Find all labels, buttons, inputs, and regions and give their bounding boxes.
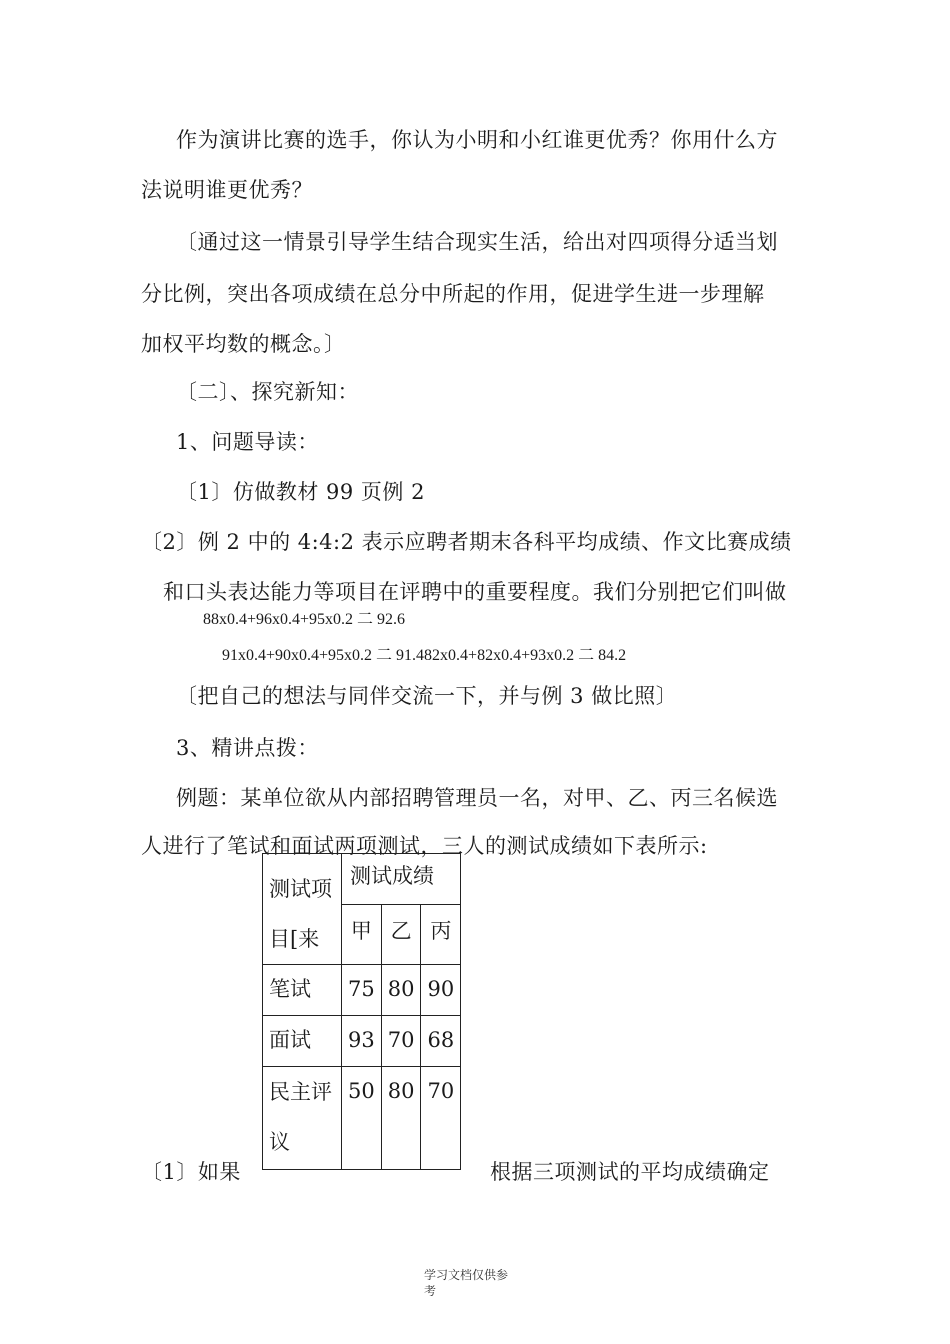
table-cell-header-scores [342,854,461,905]
table-cell-text: 民主评 [269,1080,332,1104]
table-cell-text: 70 [427,1079,455,1103]
scores-table [262,853,461,1170]
table-cell-text: 甲 [350,919,372,943]
table-row [263,854,461,905]
paragraph-line: 加权平均数的概念。〕 [141,332,346,356]
table-cell-candidate [421,905,461,965]
table-cell-text: 70 [387,1028,415,1052]
subsection-heading: 1、问题导读： [176,430,319,454]
table-row [263,1016,461,1067]
table-cell-text: 90 [427,977,455,1001]
table-cell-text: 丙 [430,919,452,943]
table-cell-text: 测试项 [269,877,332,901]
table-cell-item [263,1016,342,1067]
table-cell-value [381,965,421,1016]
paragraph-line: 〔通过这一情景引导学生结合现实生活，给出对四项得分适当划 [176,230,778,254]
table-cell-text: 80 [387,1079,415,1103]
table-cell-value [342,1067,382,1170]
paragraph-line: 作为演讲比赛的选手，你认为小明和小红谁更优秀？你用什么方 [176,128,778,152]
section-heading: 〔二〕、探究新知： [176,380,359,404]
table-cell-value [342,1016,382,1067]
table-cell-text: 80 [387,977,415,1001]
footer-text: 学习文档仅供参 [424,1268,509,1282]
table-row [263,965,461,1016]
paragraph-line: 〔把自己的想法与同伴交流一下，并与例 3 做比照〕 [176,684,678,708]
table-cell-text: 目[来 [269,927,320,951]
table-cell-value [421,1016,461,1067]
table-cell-item [263,1067,342,1170]
table-cell-text: 75 [348,977,375,1001]
table-cell-text: 笔试 [269,977,311,1001]
table-cell-text: 93 [348,1028,375,1052]
paragraph-line: 〔1〕仿做教材 99 页例 2 [176,480,425,504]
table-cell-text: 50 [348,1079,375,1103]
subsection-heading: 3、精讲点拨： [176,736,319,760]
paragraph-line: 〔2〕例 2 中的 4:4:2 表示应聘者期末各科平均成绩、作文比赛成绩 [141,530,792,554]
table-cell-header-item [263,854,342,965]
paragraph-line: 人进行了笔试和面试两项测试，三人的测试成绩如下表所示: [141,834,708,858]
table-cell-text: 68 [427,1028,455,1052]
table-cell-value [421,965,461,1016]
table-cell-value [381,1067,421,1170]
paragraph-line: 根据三项测试的平均成绩确定 [490,1160,770,1184]
page-footer [424,1267,508,1299]
table-cell-value [421,1067,461,1170]
formula-line: 88x0.4+96x0.4+95x0.2 二 92.6 [203,611,406,628]
paragraph-line: 〔1〕如果 [141,1160,241,1184]
paragraph-line: 分比例，突出各项成绩在总分中所起的作用，促进学生进一步理解 [141,282,765,306]
table-cell-item [263,965,342,1016]
table-cell-text: 面试 [269,1028,311,1052]
table-cell-text: 议 [269,1130,290,1154]
footer-text: 考 [424,1284,437,1298]
table-cell-value [381,1016,421,1067]
paragraph-line: 例题：某单位欲从内部招聘管理员一名，对甲、乙、丙三名候选 [176,786,778,810]
paragraph-line: 法说明谁更优秀？ [141,178,313,202]
table-cell-text: 乙 [390,919,412,943]
table-cell-value [342,965,382,1016]
table-cell-candidate [381,905,421,965]
table-cell-candidate [342,905,382,965]
formula-line: 91x0.4+90x0.4+95x0.2 二 91.482x0.4+82x0.4+93x0.2 二 84.2 [222,647,627,664]
table-cell-text: 测试成绩 [350,864,434,888]
table-row [263,1067,461,1170]
paragraph-line: 和口头表达能力等项目在评聘中的重要程度。我们分别把它们叫做 [163,580,787,604]
